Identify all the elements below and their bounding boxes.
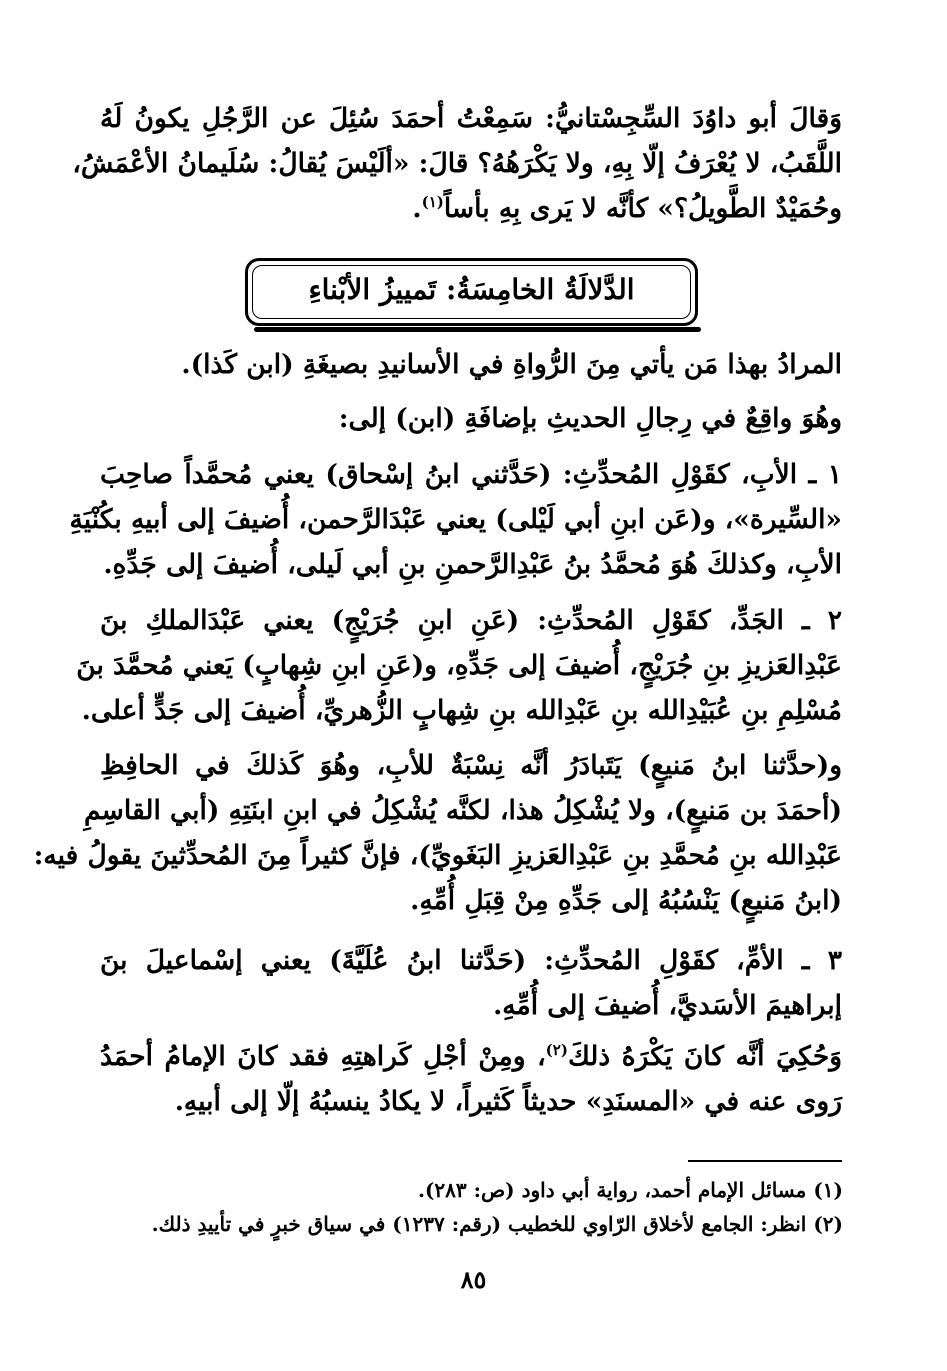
text-line: عَبْدِالله بنِ مُحمَّدِ بنِ عَبْدِالعَزيزِ البَغَويِّ)، فإنَّ كثيراً مِنَ المُحدِّثينَ يقولُ فيه:	[33, 840, 842, 871]
text-line: مُسْلِمِ بنِ عُبَيْدِالله بنِ عَبْدِالله بنِ شِهابٍ الزُّهريِّ، أُضيفَ إلى جَدٍّ أعلى.	[81, 695, 842, 726]
text-line: المرادُ بهذا مَن يأتي مِنَ الرُّواةِ في الأسانيدِ بصيغَةِ (ابن كَذا).	[181, 349, 842, 380]
text-line: ١ ـ الأبِ، كقَوْلِ المُحدِّثِ: (حَدَّثني ابنُ إسْحاق) يعني مُحمَّداً صاحِبَ	[100, 459, 842, 490]
text-line: الأبِ، وكذلكَ هُوَ مُحمَّدُ بنُ عَبْدِالرَّحمنِ بنِ أبي لَيلى، أُضيفَ إلى جَدِّهِ.	[103, 549, 842, 580]
paragraph-grandfather	[76, 598, 842, 733]
paragraph-father	[69, 452, 842, 587]
text-line: وحُمَيْدٌ الطَّويلُ؟» كأنَّه لا يَرى بِهِ بأساً$^{(١)}$.	[412, 193, 842, 224]
text-line: رَوى عنه في «المسنَدِ» حديثاً كَثيراً، لا يكادُ ينسبُهُ إلّا إلى أبيهِ.	[174, 1086, 842, 1117]
footnote-ref-2: (٢)	[545, 1041, 568, 1060]
paragraph-definition	[100, 342, 842, 387]
text-line: و(حدَّثنا ابنُ مَنيعٍ) يَتَبادَرُ أنَّه نِسْبَةٌ للأبِ، وهُوَ كَذلكَ في الحافِظِ	[100, 750, 842, 781]
text-line: (ابنُ مَنيعٍ) يَنْسُبُهُ إلى جَدِّهِ مِنْ قِبَلِ أُمِّهِ.	[410, 885, 842, 916]
text-segment: وحُمَيْدٌ الطَّويلُ؟» كأنَّه لا يَرى بِهِ بأساً	[443, 193, 842, 224]
text-line: ٢ ـ الجَدِّ، كقَوْلِ المُحدِّثِ: (عَنِ ابنِ جُرَيْجٍ) يعني عَبْدَالملكِ بنَ	[100, 605, 842, 636]
text-line: إبراهيمَ الأسَديَّ، أُضيفَ إلى أُمِّهِ.	[493, 990, 842, 1021]
text-line: «السِّيرة»، و(عَن ابنِ أبي لَيْلى) يعني عَبْدَالرَّحمن، أُضيفَ إلى أبيهِ بكُنْيَةِ	[69, 504, 842, 535]
text-segment: ، ومِنْ أجْلِ كَراهتِهِ فقد كانَ الإمامُ أحمَدُ	[100, 1041, 546, 1072]
footnote-2	[103, 1210, 843, 1238]
text-line	[100, 1034, 842, 1079]
text-line: وهُوَ واقِعٌ في رِجالِ الحديثِ بإضافَةِ (ابن) إلى:	[338, 403, 842, 434]
footnote-text: مسائل الإمام أحمد، رواية أبي داود (ص: ٢٨٣).	[417, 1178, 807, 1202]
footnote-1	[103, 1176, 843, 1204]
footnote-text: انظر: الجامع لأخلاق الرّاوي للخطيب (رقم: ١٢٣٧) في سياق خبرٍ في تأييدِ ذلك.	[151, 1212, 807, 1236]
paragraph-mother	[100, 938, 842, 1028]
text-line: اللَّقَبُ، لا يُعْرَفُ إلّا بِهِ، ولا يَكْرَهُهُ؟ قالَ: «ألَيْسَ يُقالُ: سُلَيمانُ الأعْمَشُ،	[72, 148, 842, 179]
footnote-number: (٢)	[813, 1212, 843, 1236]
page-number: ٨٥	[460, 1265, 487, 1294]
text-line: وَقالَ أبو داوُدَ السِّجِسْتانيُّ: سَمِعْتُ أحمَدَ سُئِلَ عن الرَّجُلِ يكونُ لَهُ	[100, 103, 842, 134]
paragraph-ibn-mani	[33, 743, 842, 923]
paragraph-imam-ahmad	[100, 1034, 842, 1124]
section-heading-box	[245, 258, 698, 326]
paragraph-occurrence	[100, 396, 842, 441]
footnote-divider	[688, 1160, 842, 1162]
text-line: (أحمَدَ بن مَنيعٍ)، ولا يُشْكِلُ هذا، لكنَّه يُشْكِلُ في ابنِ ابنَتِهِ (أبي القاسِمِ	[84, 795, 842, 826]
text-line: ٣ ـ الأمِّ، كقَوْلِ المُحدِّثِ: (حَدَّثنا ابنُ عُلَيَّةَ) يعني إسْماعيلَ بنَ	[100, 945, 842, 976]
footnote-ref-1: (١)	[421, 193, 444, 212]
footnote-number: (١)	[813, 1178, 843, 1202]
section-heading: الدَّلالَةُ الخامِسَةُ: تَمييزُ الأبْناءِ	[308, 273, 635, 306]
text-line: عَبْدِالعَزيزِ بنِ جُرَيْجٍ، أُضيفَ إلى جَدِّهِ، و(عَنِ ابنِ شِهابٍ) يَعني مُحمَّدَ بنَ	[76, 650, 842, 681]
paragraph-abu-dawud-quote	[72, 96, 842, 231]
text-segment: وَحُكِيَ أنَّه كانَ يَكْرَهُ ذلكَ	[567, 1041, 842, 1072]
